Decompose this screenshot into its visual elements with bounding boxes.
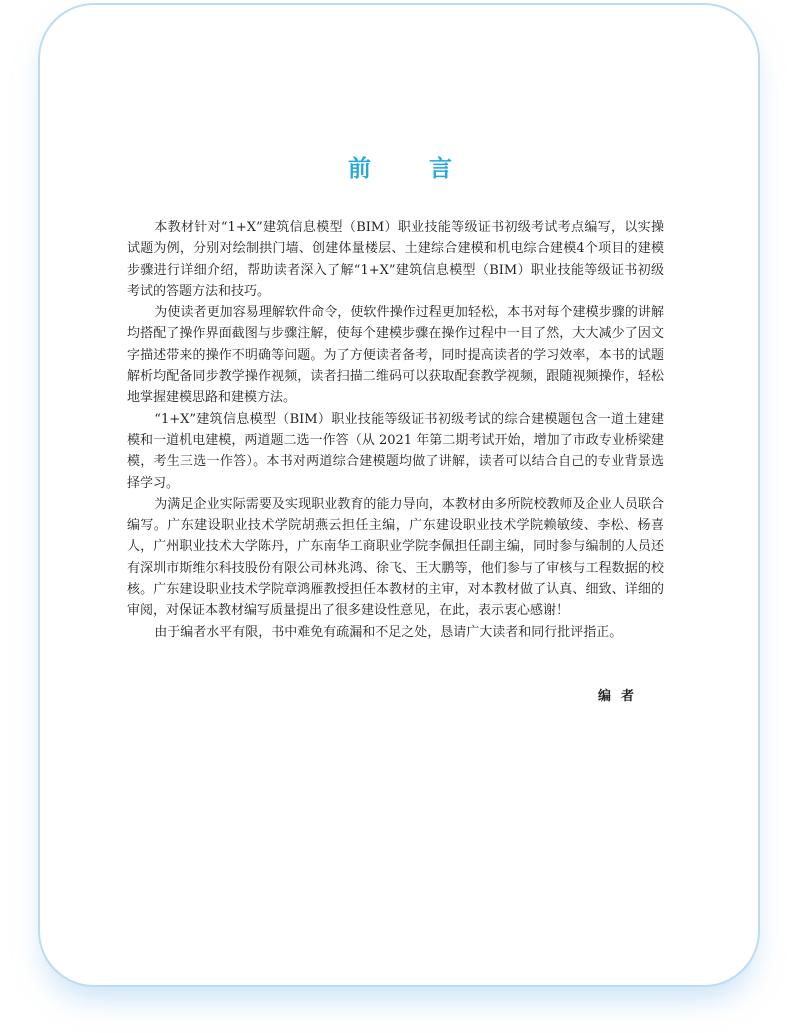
preface-body bbox=[127, 217, 664, 643]
paragraph-4: 为满足企业实际需要及实现职业教育的能力导向，本教材由多所院校教师及企业人员联合编写。广东建设职业技术学院胡燕云担任主编，广东建设职业技术学院赖敏绫、李松、杨喜人，广州职业技术大学陈丹，广东南华工商职业学院李佩担任副主编，同时参与编制的人员还有深圳市斯维尔科技股份有限公司林兆鸿、徐飞、王大鹏等，他们参与了审核与工程数据的校核。广东建设职业技术学院章鸿雁教授担任本教材的主审，对本教材做了认真、细致、详细的审阅，对保证本教材编写质量提出了很多建设性意见，在此，表示衷心感谢！ bbox=[127, 496, 664, 619]
title-char-1: 前 bbox=[348, 155, 371, 182]
page-title bbox=[0, 150, 800, 183]
paragraph-2: 为使读者更加容易理解软件命令，使软件操作过程更加轻松，本书对每个建模步骤的讲解均搭配了操作界面截图与步骤注解，使每个建模步骤在操作过程中一目了然，大大减少了因文字描述带来的操作不明确等问题。为了方便读者备考，同时提高读者的学习效率，本书的试题解析均配备同步教学操作视频，读者扫描二维码可以获取配套教学视频，跟随视频操作，轻松地掌握建模思路和建模方法。 bbox=[127, 305, 664, 406]
paragraph-5: 由于编者水平有限，书中难免有疏漏和不足之处，恳请广大读者和同行批评指正。 bbox=[154, 624, 623, 640]
paragraph-3: “1+X”建筑信息模型（BIM）职业技能等级证书初级考试的综合建模题包含一道土建建模和一道机电建模，两道题二选一作答（从 2021 年第二期考试开始，增加了市政专业桥梁建模，考生三选一作答）。本书对两道综合建模题均做了讲解，读者可以结合自己的专业背景选择学习。 bbox=[127, 411, 664, 491]
signature: 编者 bbox=[598, 689, 645, 704]
title-char-2: 言 bbox=[429, 155, 452, 182]
paragraph-1: 本教材针对“1+X”建筑信息模型（BIM）职业技能等级证书初级考试考点编写，以实操试题为例，分别对绘制拱门墙、创建体量楼层、土建综合建模和机电综合建模4个项目的建模步骤进行详细介绍，帮助读者深入了解“1+X”建筑信息模型（BIM）职业技能等级证书初级考试的答题方法和技巧。 bbox=[127, 220, 664, 299]
